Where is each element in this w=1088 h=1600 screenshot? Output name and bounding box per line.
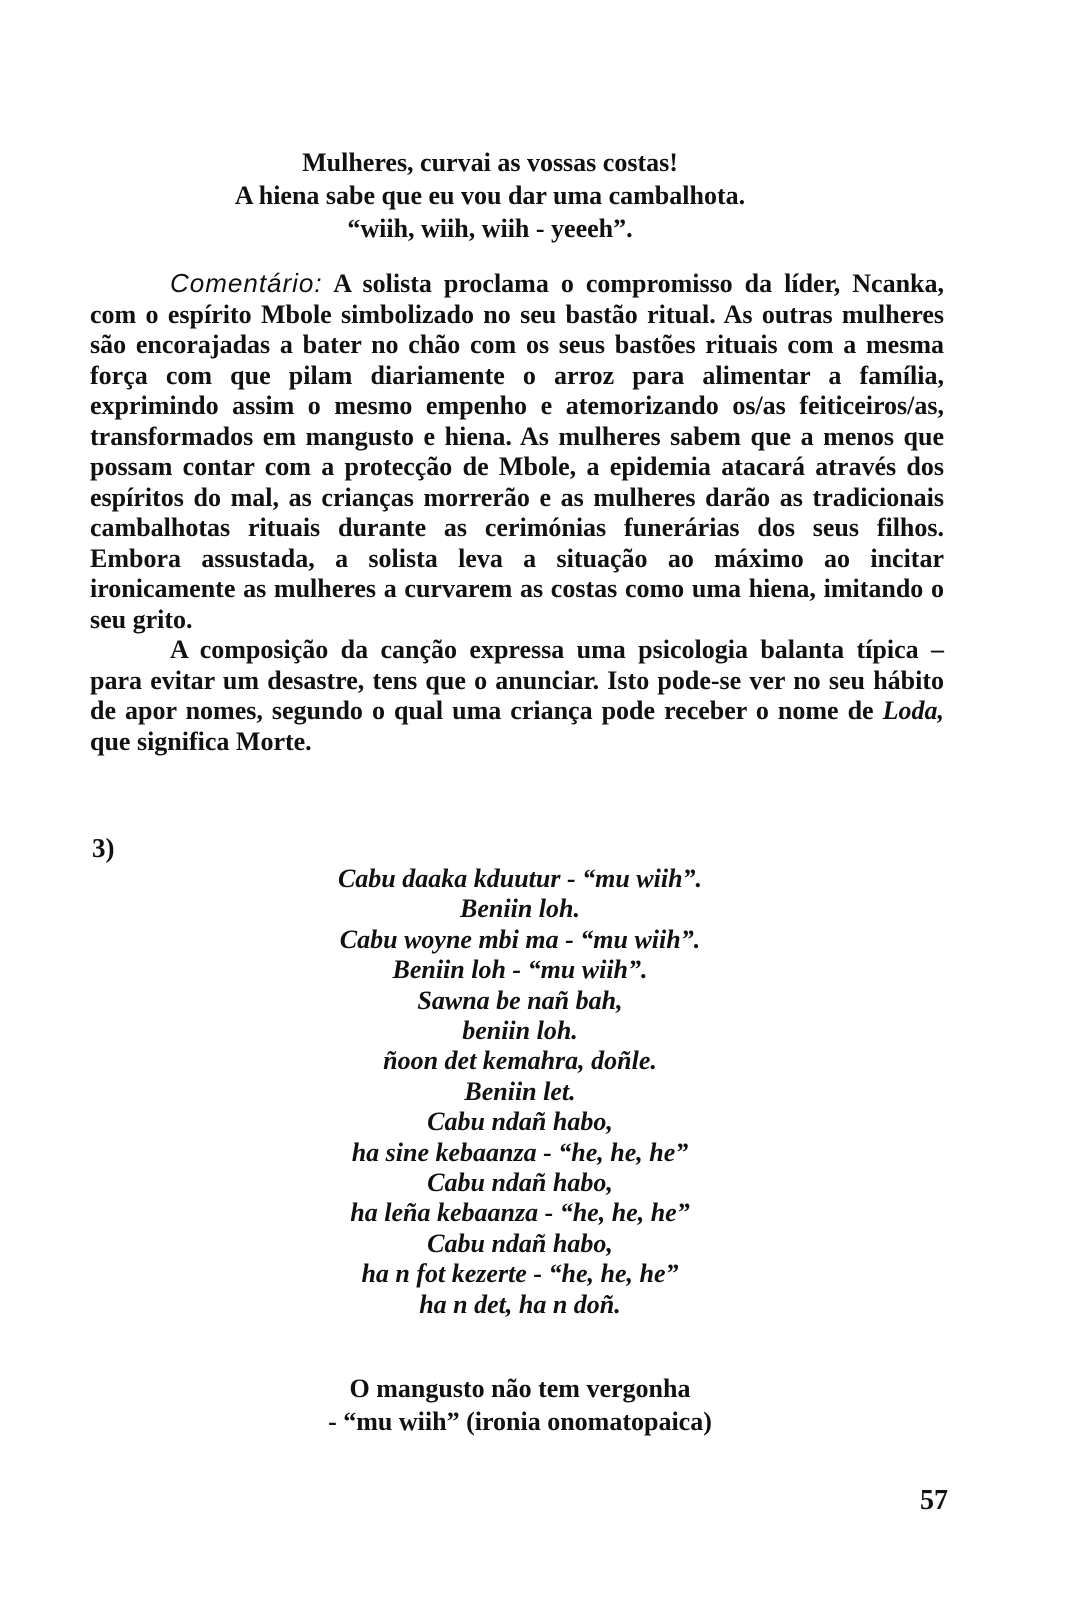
song-line: Cabu woyne mbi ma - “mu wiih”.: [339, 924, 701, 954]
song-number: 3): [92, 833, 115, 863]
song-line: Cabu ndañ habo,: [427, 1168, 613, 1198]
song-line: Cabu daaka kduutur - “mu wiih”.: [337, 864, 703, 893]
commentary-paragraph: [90, 268, 944, 635]
song-lyrics: [200, 864, 840, 1320]
song-line: Beniin loh.: [460, 894, 580, 924]
song-line: ha leña kebaanza - “he, he, he”: [350, 1198, 690, 1228]
verse-line: Mulheres, curvai as vossas costas!: [302, 148, 678, 177]
song-line: ha sine kebaanza - “he, he, he”: [351, 1137, 689, 1167]
name-loda: Loda,: [882, 696, 944, 725]
commentary-label: Comentário:: [170, 268, 323, 298]
song-line: ha n fot kezerte - “he, he, he”: [361, 1259, 679, 1289]
song-line: Beniin let.: [464, 1076, 576, 1106]
translation-line: - “mu wiih” (ironia onomatopaica): [328, 1407, 712, 1436]
commentary-text: que significa Morte.: [90, 726, 312, 756]
song-line: ñoon det kemahra, doñle.: [383, 1046, 657, 1076]
page-number: 57: [920, 1485, 948, 1516]
song-line: Cabu ndañ habo,: [427, 1228, 613, 1258]
commentary-paragraph: [90, 635, 944, 757]
opening-verse: [150, 146, 830, 245]
commentary-text: A solista proclama o compromisso da líder, Ncanka, com o espírito Mbole simbolizado no seu bastão ritual. As outras mulheres são encorajadas a bater no chão com os seus bastões rituais com a mesma força com que pilam diariamente o arroz para alimentar a família, exprimindo assim o mesmo empenho e atemorizando os/as feiticeiros/as, transformados em mangusto e hiena. As mulheres sabem que a menos que possam contar com a protecção de Mbole, a epidemia atacará através dos espíritos do mal, as crianças morrerão e as mulheres darão as tradicionais cambalhotas rituais durante as cerimónias funerárias dos seus filhos. Embora assustada, a solista leva a situação ao máximo ao incitar ironicamente as mulheres a curvarem as costas como uma hiena, imitando o seu grito.: [90, 269, 944, 634]
song-line: Cabu ndañ habo,: [427, 1107, 613, 1137]
verse-line: A hiena sabe que eu vou dar uma cambalhota.: [234, 181, 746, 210]
song-translation: [200, 1372, 840, 1438]
song-line: beniin loh.: [462, 1016, 578, 1046]
song-line: ha n det, ha n doñ.: [419, 1289, 621, 1319]
song-line: Beniin loh - “mu wiih”.: [392, 955, 648, 985]
verse-line: “wiih, wiih, wiih - yeeeh”.: [347, 214, 633, 243]
translation-line: O mangusto não tem vergonha: [349, 1374, 691, 1403]
commentary-text: A composição da canção expressa uma psicologia balanta típica – para evitar um desastre, tens que o anunciar. Isto pode-se ver no seu hábito de apor nomes, segundo o qual uma criança pode receber o nome de: [90, 635, 944, 725]
song-line: Sawna be nañ bah,: [417, 985, 623, 1015]
commentary-section: [90, 268, 944, 757]
